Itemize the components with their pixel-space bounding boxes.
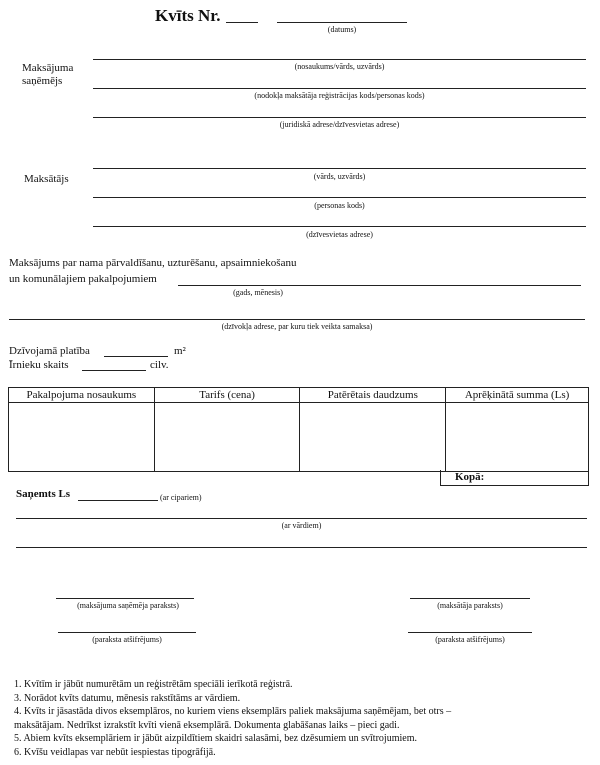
payer-name-caption: (vārds, uzvārds) [313,172,366,181]
living-area-label: Dzīvojamā platība [9,345,90,357]
col-amount: Aprēķinātā summa (Ls) [446,388,589,403]
payee-name-line[interactable] [93,59,586,60]
payee-decode-caption: (paraksta atšifrējums) [92,635,162,644]
table-header-row [9,388,589,403]
payer-code-line[interactable] [93,197,586,198]
receipt-title: Kvīts Nr. [155,6,221,25]
living-area-unit: m² [174,345,186,357]
table-row [9,403,589,472]
payee-name-caption: (nosaukums/vārds, uzvārds) [294,62,385,71]
note-item: 5. Abiem kvīts eksemplāriem ir jābūt aizpildītiem skaidri salasāmi, bez dzēsumiem un svītrojumiem. [14,733,417,745]
payer-decode-line[interactable] [408,632,532,633]
col-tariff: Tarifs (cena) [154,388,300,403]
purpose-line1: Maksājums par nama pārvaldīšanu, uzturēšanu, apsaimniekošanu [9,257,297,269]
payee-label-line1: Maksājuma [22,62,74,74]
total-box[interactable] [440,470,589,486]
cell-service-name[interactable] [9,403,155,472]
payer-signature-caption: (maksātāja paraksts) [437,601,503,610]
cell-tariff[interactable] [154,403,300,472]
date-caption: (datums) [327,25,357,34]
payer-address-line[interactable] [93,226,586,227]
payee-regcode-caption: (nodokļa maksātāja reģistrācijas kods/personas kods) [254,91,425,100]
payer-decode-caption: (paraksta atšifrējums) [435,635,505,644]
payee-signature-caption: (maksājuma saņēmēja paraksts) [77,601,179,610]
cell-amount[interactable] [446,403,589,472]
received-words-line-2[interactable] [16,547,587,548]
payer-label: Maksātājs [24,173,69,185]
note-item: 4. Kvīts ir jāsastāda divos eksemplāros, no kuriem viens eksemplārs paliek maksājuma saņēmējam, bet otrs – [14,706,452,718]
payee-decode-line[interactable] [58,632,196,633]
received-words-caption: (ar vārdiem) [281,521,322,530]
services-table [8,387,589,472]
received-label: Saņemts Ls [16,488,71,500]
payee-regcode-line[interactable] [93,88,586,89]
received-digits-line[interactable] [78,500,158,501]
living-area-line[interactable] [104,356,168,357]
note-item: 1. Kvītīm ir jābūt numurētām un reģistrētām speciāli ierīkotā reģistrā. [14,679,293,690]
tenants-label: Īrnieku skaits [9,359,69,371]
date-line[interactable] [277,22,407,23]
col-quantity: Patērētais daudzums [300,388,446,403]
apartment-address-caption: (dzīvokļa adrese, par kuru tiek veikta samaksa) [221,322,373,331]
payer-name-line[interactable] [93,168,586,169]
tenants-unit: cilv. [150,359,169,371]
payee-label-line2: saņēmējs [22,75,63,87]
notes-section [14,678,596,760]
period-caption: (gads, mēnesis) [233,288,283,297]
payer-signature-line[interactable] [410,598,530,599]
cell-quantity[interactable] [300,403,446,472]
payee-address-caption: (juridiskā adrese/dzīvesvietas adrese) [279,120,400,129]
payer-address-caption: (dzīvesvietas adrese) [306,230,373,239]
purpose-line2: un komunālajiem pakalpojumiem [9,273,157,285]
tenants-line[interactable] [82,370,146,371]
received-words-line[interactable] [16,518,587,519]
period-line[interactable] [178,285,581,286]
total-label: Kopā: [455,471,485,483]
note-item: maksātājam. Nedrīkst izrakstīt kvīti vienā eksemplārā. Dokumenta glabāšanas laiks – pieci gadi. [14,719,400,731]
received-digits-caption: (ar cipariem) [160,493,202,502]
receipt-number-line[interactable] [226,22,258,23]
note-item: 6. Kvīšu veidlapas var nebūt iespiestas tipogrāfijā. [14,746,216,758]
payee-address-line[interactable] [93,117,586,118]
payee-signature-line[interactable] [56,598,194,599]
apartment-address-line[interactable] [9,319,585,320]
col-service-name: Pakalpojuma nosaukums [9,388,155,403]
payer-code-caption: (personas kods) [314,201,365,210]
note-item: 3. Norādot kvīts datumu, mēnesis rakstītāms ar vārdiem. [14,692,241,704]
